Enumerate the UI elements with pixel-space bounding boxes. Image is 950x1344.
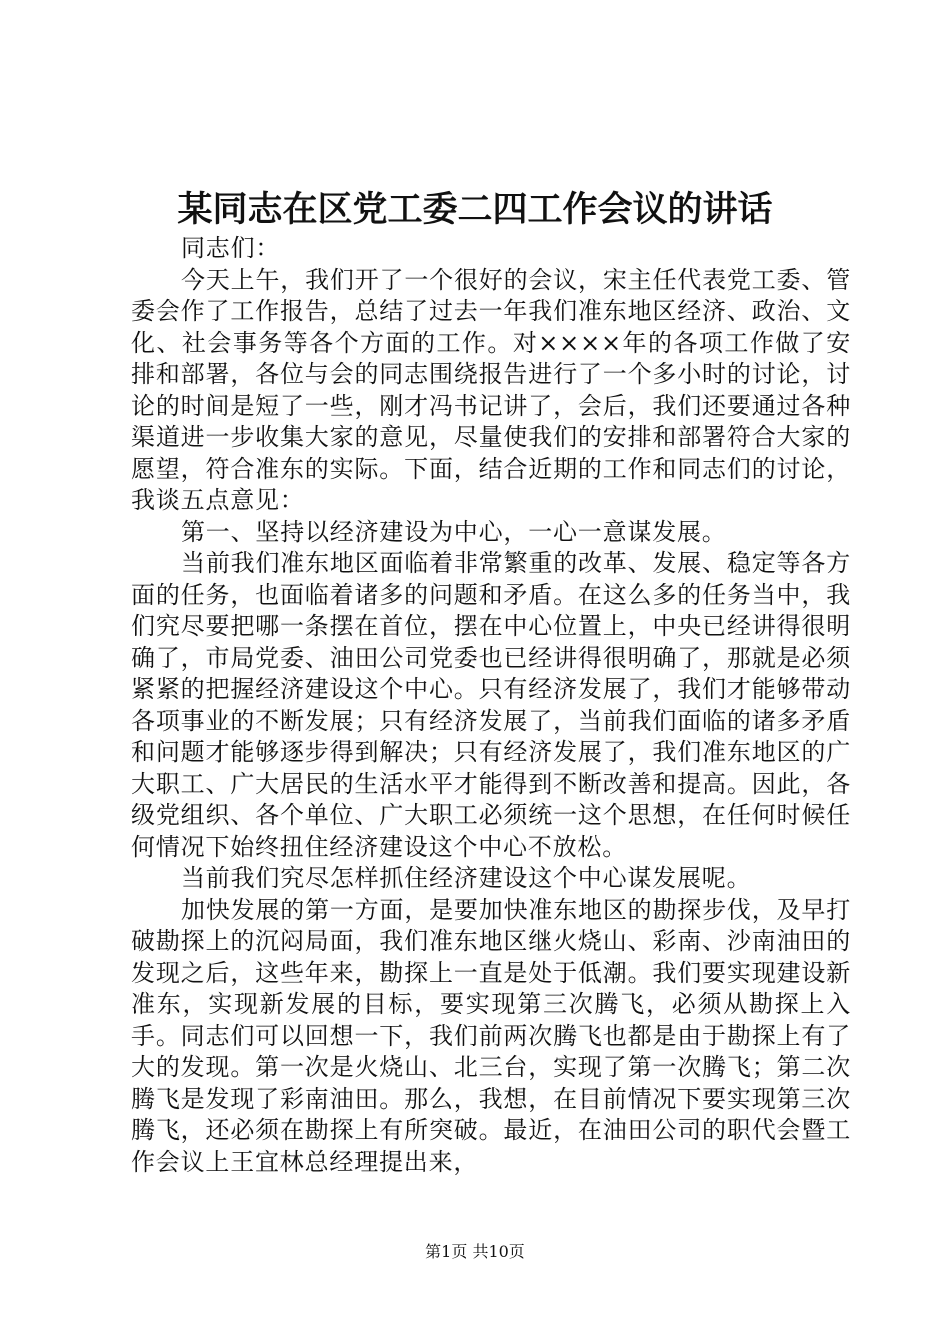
document-title: 某同志在区党工委二四工作会议的讲话 bbox=[177, 189, 773, 230]
body-paragraph: 当前我们准东地区面临着非常繁重的改革、发展、稳定等各方面的任务，也面临着诸多的问题和矛盾。在这么多的任务当中，我们究尽要把哪一条摆在首位，摆在中心位置上，中央已经讲得很明确了，市局党委、油田公司党委也已经讲得很明确了，那就是必须紧紧的把握经济建设这个中心。只有经济发展了，我们才能够带动各项事业的不断发展；只有经济发展了，当前我们面临的诸多矛盾和问题才能够逐步得到解决；只有经济发展了，我们准东地区的广大职工、广大居民的生活水平才能得到不断改善和提高。因此，各级党组织、各个单位、广大职工必须统一这个思想，在任何时候任何情况下始终扭住经济建设这个中心不放松。 bbox=[131, 549, 851, 861]
body-paragraph: 加快发展的第一方面，是要加快准东地区的勘探步伐，及早打破勘探上的沉闷局面，我们准东地区继火烧山、彩南、沙南油田的发现之后，这些年来，勘探上一直是处于低潮。我们要实现建设新准东，实现新发展的目标，要实现第三次腾飞，必须从勘探上入手。同志们可以回想一下，我们前两次腾飞也都是由于勘探上有了大的发现。第一次是火烧山、北三台，实现了第一次腾飞；第二次腾飞是发现了彩南油田。那么，我想，在目前情况下要实现第三次腾飞，还必须在勘探上有所突破。最近，在油田公司的职代会暨工作会议上王宜林总经理提出来， bbox=[131, 895, 851, 1176]
body-paragraph: 当前我们究尽怎样抓住经济建设这个中心谋发展呢。 bbox=[181, 864, 752, 892]
body-paragraph: 今天上午，我们开了一个很好的会议，宋主任代表党工委、管委会作了工作报告，总结了过去一年我们准东地区经济、政治、文化、社会事务等各个方面的工作。对××××年的各项工作做了安排和部署，各位与会的同志围绕报告进行了一个多小时的讨论，讨论的时间是短了一些，刚才冯书记讲了，会后，我们还要通过各种渠道进一步收集大家的意见，尽量使我们的安排和部署符合大家的愿望，符合准东的实际。下面，结合近期的工作和同志们的讨论，我谈五点意见： bbox=[131, 265, 851, 514]
document-body bbox=[131, 233, 851, 1178]
salutation-paragraph: 同志们： bbox=[181, 234, 281, 262]
section-heading-paragraph: 第一、坚持以经济建设为中心，一心一意谋发展。 bbox=[181, 517, 727, 546]
page-number-footer: 第1页 共10页 bbox=[425, 1242, 525, 1261]
